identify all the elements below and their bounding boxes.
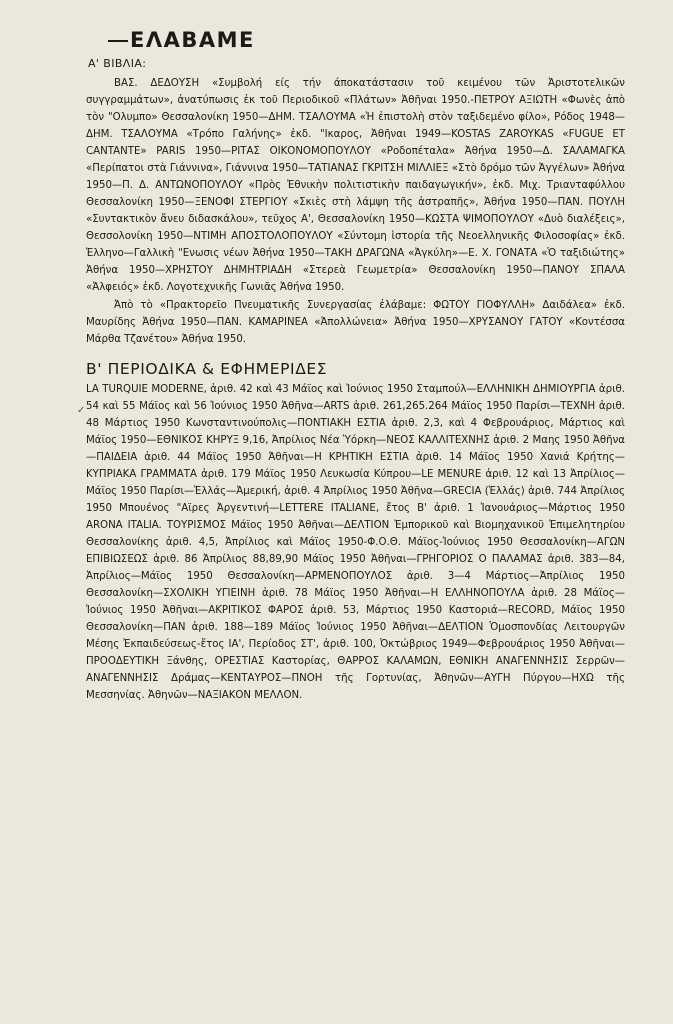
periodicals-paragraph: LA TURQUIE MODERNE, ἀριθ. 42 καὶ 43 Μάϊος καὶ Ἰούνιος 1950 Σταμπούλ—ΕΛΛΗΝΙΚΗ ΔΗΜΙΟΥΡΓΙΑ ἀριθ. 54 καὶ 55 Μάϊος καὶ 56 Ἰούνιος 1950 Ἀθῆνα—ARTS ἀριθ. 261,265.264 Μάϊος 1950 Παρίσι—ΤΕΧΝΗ ἀριθ. 48 Μάρτιος 1950 Κωνσταντινούπολις—ΠΟΝΤΙΑΚΗ ΕΣΤΙΑ ἀριθ. 2,3, καὶ 4 Φεβρουάριος, Μάρτιος καὶ Μάϊος 1950—ΕΘΝΙΚΟΣ ΚΗΡΥΞ 9,16, Ἀπρίλιος Νέα Ὑόρκη—ΝΕΟΣ ΚΑΛΛΙΤΕΧΝΗΣ ἀριθ. 2 Μαης 1950 Ἀθῆνα—ΠΑΙΔΕΙΑ ἀριθ. 44 Μάϊος 1950 Ἀθῆναι—Η ΚΡΗΤΙΚΗ ΕΣΤΙΑ ἀριθ. 14 Μάϊος 1950 Χανιά Κρήτης—ΚΥΠΡΙΑΚΑ ΓΡΑΜΜΑΤΑ ἀριθ. 179 Μάϊος 1950 Λευκωσία Κύπρου—LE MENURE ἀριθ. 12 καὶ 13 Ἀπρίλιος—Μάϊος 1950 Παρίσι—Ἑλλάς—Ἀμερική, ἀριθ. 4 Ἀπρίλιος 1950 Ἀθῆνα—GRECIA (Ἑλλάς) ἀριθ. 744 Ἀπρίλιος 1950 Μπουένος "Αϊρες Ἀργεντινή—LETTERE ITALIANE, ἔτος Β' ἀριθ. 1 Ἰανουάριος—Μάρτιος 1950 ARONA ITALIA. ΤΟΥΡΙΣΜΟΣ Μάϊος 1950 Ἀθῆναι—ΔΕΛΤΙΟΝ Ἐμπορικοῦ καὶ Βιομηχανικοῦ Ἐπιμελητηρίου Θεσσαλονίκης ἀριθ. 4,5, Ἀπρίλιος καὶ Μάϊος 1950-Φ.Ο.Θ. Μάϊος-Ἰούνιος 1950 Θεσσαλονίκη—ΑΓΩΝ ΕΠΙΒΙΩΣΕΩΣ ἀριθ. 86 Ἀπρίλιος 88,89,90 Μάϊος 1950 Ἀθῆναι—ΓΡΗΓΟΡΙΟΣ Ο ΠΑΛΑΜΑΣ ἀριθ. 383—84, Ἀπρίλιος—Μάϊος 1950 Θεσσαλονίκη—ΑΡΜΕΝΟΠΟΥΛΟΣ ἀριθ. 3—4 Μάρτιος—Ἀπρίλιος 1950 Θεσσαλονίκη—ΣΧΟΛΙΚΗ ΥΓΙΕΙΝΗ ἀριθ. 78 Μάϊος 1950 Ἀθῆναι—Η ΕΛΛΗΝΟΠΟΥΛΑ ἀριθ. 28 Μάϊος—Ἰούνιος 1950 Ἀθῆναι—ΑΚΡΙΤΙΚΟΣ ΦΑΡΟΣ ἀριθ. 53, Μάρτιος 1950 Καστοριά—RECORD, Μάϊος 1950 Θεσσαλονίκη—ΠΑΝ ἀριθ. 188—189 Μάϊος Ἰούνιος 1950 Ἀθῆναι—ΔΕΛΤΙΟΝ Ὁμοσπονδίας Λειτουργῶν Μέσης Ἐκπαιδεύσεως-ἔτος ΙΑ', Περίοδος ΣΤ', ἀριθ. 100, Ὀκτώβριος 1949—Φεβρουάριος 1950 Ἀθῆναι—ΠΡΟΟΔΕΥΤΙΚΗ Ξάνθης, ΟΡΕΣΤΙΑΣ Καστορίας, ΘΑΡΡΟΣ ΚΑΛΑΜΩΝ, ΕΘΝΙΚΗ ΑΝΑΓΕΝΝΗΣΙΣ Σερρῶν—ΑΝΑΓΕΝΝΗΣΙΣ Δράμας—ΚΕΝΤΑΥΡΟΣ—ΠΝΟΗ τῆς Γορτυνίας, Ἀθηνῶν—ΑΥΓΗ Πύργου—ΗΧΩ τῆς Μεσσηνίας. Ἀθηνῶν—ΝΑΞΙΑΚΟΝ ΜΕΛΛΟΝ.: [86, 384, 625, 701]
page-title: [108, 28, 625, 52]
title-rule: [108, 40, 128, 42]
books-paragraph: ΒΑΣ. ΔΕΔΟΥΣΗ «Συμβολή είς τήν άποκατάστασιν τοῦ κειμένου τῶν Ἀριστοτελικῶν συγγραμμάτων», ἀνατύπωσις ἐκ τοῦ Περιοδικοῦ «Πλάτων» Ἀθῆναι 1950.-ΠΕΤΡΟΥ ΑΞΙΩΤΗ «Φωνὲς ἀπὸ τὸν "Ολυμπο» Θεσσαλονίκη 1950—ΔΗΜ. ΤΣΑΛΟΥΜΑ «Ἡ ἐπιστολὴ στὸν ταξιδεμένο φίλο», Ρόδος 1948—ΔΗΜ. ΤΣΑΛΟΥΜΑ «Τρόπο Γαλήνης» ἐκδ. "Ικαρος, Ἀθῆναι 1949—KOSTAS ZAROYKAS «FUGUE ET CANTANTE» PARIS 1950—ΡΙΤΑΣ ΟΙΚΟΝΟΜΟΠΟΥΛΟΥ «Ροδοπέταλα» Ἀθήνα 1950—Δ. ΣΑΛΑΜΑΓΚΑ «Περίπατοι στὰ Γιάννινα», Γιάννινα 1950—ΤΑΤΙΑΝΑΣ ΓΚΡΙΤΣΗ ΜΙΛΛΙΕΞ «Στὸ δρόμο τῶν Ἀγγέλων» Ἀθήνα 1950—Π. Δ. ΑΝΤΩΝΟΠΟΥΛΟΥ «Πρὸς Ἐθνικὴν πολιτιστικὴν παιδαγωγικήν», ἐκδ. Μιχ. Τριανταφύλλου Θεσσαλονίκη 1950—ΞΕΝΟΦΙ ΣΤΕΡΓΙΟΥ «Σκιὲς στὴ λάμψη τῆς ἀστραπῆς», Ἀθήνα 1950—ΠΑΝ. ΠΟΥΛΗ «Συντακτικὸν ἄνευ διδασκάλου», τεῦχος Α', Θεσσαλονίκη 1950—ΚΩΣΤΑ ΨΙΜΟΠΟΥΛΟΥ «Δυὸ διαλέξεις», Θεσσολονίκη 1950—ΝΤΙΜΗ ΑΠΟΣΤΟΛΟΠΟΥΛΟΥ «Σύντομη ἱστορία τῆς Νεοελληνικῆς Φιλοσοφίας» ἐκδ. Ἑλληνο—Γαλλικὴ "Ενωσις νέων Ἀθήνα 1950—ΤΑΚΗ ΔΡΑΓΩΝΑ «Ἀγκύλη»—Ε. Χ. ΓΟΝΑΤΑ «Ὁ ταξιδιώτης» Ἀθήνα 1950—ΧΡΗΣΤΟΥ ΔΗΜΗΤΡΙΑΔΗ «Στερεὰ Γεωμετρία» Θεσσαλονίκη 1950—ΠΑΝΟΥ ΣΠΑΛΑ «Ἀλφειός» ἐκδ. Λογοτεχνικῆς Γωνιᾶς Ἀθήνα 1950.: [86, 78, 625, 293]
section-periodicals-heading: Β' ΠΕΡΙΟΔΙΚΑ & ΕΦΗΜΕΡΙΔΕΣ: [86, 360, 328, 378]
page-title-text: ΕΛΑΒΑΜΕ: [130, 28, 255, 52]
books-paragraph-agency: Ἀπὸ τὸ «Πρακτορεῖο Πνευματικῆς Συνεργασίας ἐλάβαμε: ΦΩΤΟΥ ΓΙΟΦΥΛΛΗ» Δαιδάλεα» ἐκδ. Μαυρίδης Ἀθήνα 1950—ΠΑΝ. ΚΑΜΑΡΙΝΕΑ «Ἀπολλώνεια» Ἀθήνα 1950—ΧΡΥΣΑΝΟΥ ΓΑΤΟΥ «Κοντέσσα Μάρθα Τζανέτου» Ἀθήνα 1950.: [86, 300, 625, 345]
margin-mark: ✓: [77, 405, 86, 416]
section-books-heading: Α' ΒΙΒΛΙΑ:: [88, 57, 147, 70]
